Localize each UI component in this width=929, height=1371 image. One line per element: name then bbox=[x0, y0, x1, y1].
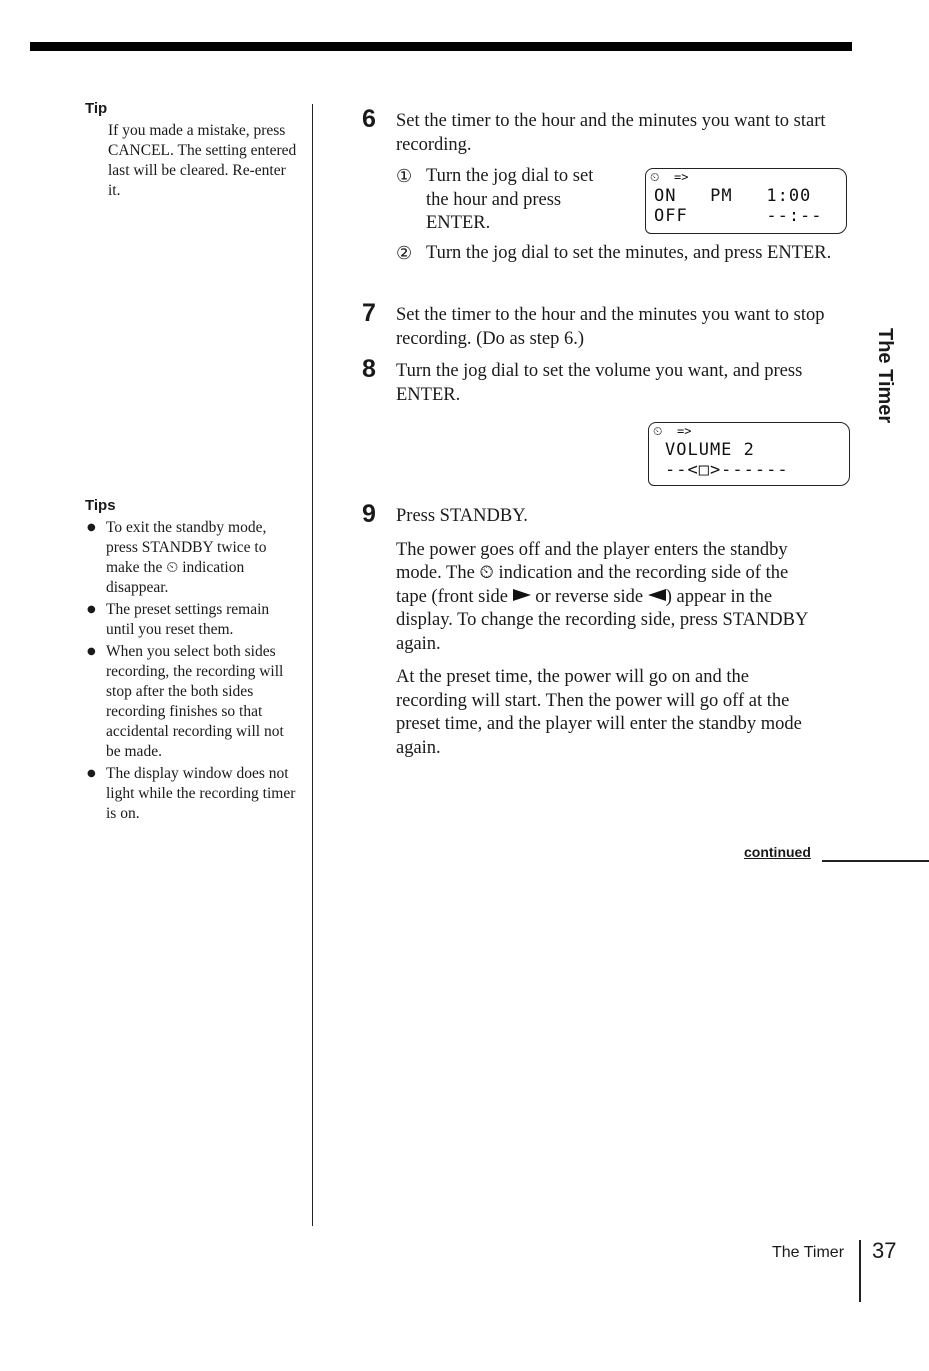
page-number: 37 bbox=[872, 1238, 897, 1263]
tips-box bbox=[85, 497, 300, 826]
tip-heading: Tip bbox=[85, 100, 108, 117]
substep-2 bbox=[396, 242, 846, 266]
substep-marker: ① bbox=[396, 166, 413, 187]
footer-section-title: The Timer bbox=[772, 1244, 845, 1261]
step-text: Set the timer to the hour and the minutes you want to stop recording. (Do as step 6.) bbox=[396, 305, 825, 349]
continued-rule bbox=[822, 860, 929, 862]
step-number: 7 bbox=[362, 299, 376, 327]
tips-heading: Tips bbox=[85, 497, 116, 514]
step-9-paragraph-2: At the preset time, the power will go on and the recording will start. Then the power will go off at the preset time, and the player will enter the standby mode again. bbox=[396, 667, 802, 758]
step-9 bbox=[362, 500, 822, 760]
continued-label: continued bbox=[744, 844, 811, 860]
record-arrow-icon: => bbox=[674, 170, 689, 184]
display-line: OFF --:-- bbox=[654, 206, 823, 226]
display-line: --<□>------ bbox=[665, 460, 789, 480]
front-side-icon bbox=[513, 589, 531, 601]
step-8 bbox=[362, 355, 852, 407]
list-item: ● The display window does not light while the recording timer is on. bbox=[87, 765, 296, 822]
timer-display bbox=[645, 168, 847, 234]
bullet-icon: ● bbox=[87, 604, 96, 615]
bullet-icon: ● bbox=[87, 768, 96, 779]
step-text: Turn the jog dial to set the volume you want, and press ENTER. bbox=[396, 361, 803, 405]
top-rule bbox=[30, 42, 852, 51]
substep-marker: ② bbox=[396, 242, 413, 264]
clock-icon: ⏲ bbox=[650, 170, 660, 184]
section-side-tab: The Timer bbox=[874, 328, 896, 424]
list-item: ● When you select both sides recording, the recording will stop after the both sides recording finishes so that accidental recording will not be made. bbox=[87, 643, 284, 760]
footer-divider bbox=[859, 1240, 861, 1302]
step-7 bbox=[362, 299, 852, 351]
tips-list bbox=[85, 518, 300, 824]
tip-text: If you made a mistake, press CANCEL. The setting entered last will be cleared. Re-enter it. bbox=[108, 122, 297, 199]
bullet-icon: ● bbox=[87, 646, 96, 657]
tip-box bbox=[85, 100, 300, 201]
step-number: 6 bbox=[362, 105, 376, 133]
volume-display bbox=[648, 422, 850, 486]
display-line: ON PM 1:00 bbox=[654, 186, 812, 206]
reverse-side-icon bbox=[648, 589, 666, 601]
column-divider bbox=[312, 104, 313, 1226]
display-line: VOLUME 2 bbox=[665, 440, 755, 460]
step-number: 9 bbox=[362, 500, 376, 528]
list-item: ● The preset settings remain until you reset them. bbox=[87, 601, 270, 638]
substep-text: Turn the jog dial to set the hour and press ENTER. bbox=[426, 166, 594, 233]
record-arrow-icon: => bbox=[677, 424, 692, 438]
step-text: Set the timer to the hour and the minutes you want to start recording. bbox=[396, 111, 826, 155]
step-number: 8 bbox=[362, 355, 376, 383]
substep-text: Turn the jog dial to set the minutes, and press ENTER. bbox=[426, 242, 832, 263]
bullet-icon: ● bbox=[87, 522, 96, 533]
step-9-paragraph-1: The power goes off and the player enters the standby mode. The ⏲ indication and the recording side of the tape (front side or reverse side ) appear in the display. To change the recording side, press STANDBY again. bbox=[396, 539, 808, 654]
list-item: ● To exit the standby mode, press STANDBY twice to make the ⏲ indication disappear. bbox=[87, 519, 267, 596]
substep-1 bbox=[396, 165, 601, 236]
step-text: Press STANDBY. bbox=[396, 506, 528, 526]
clock-icon: ⏲ bbox=[653, 424, 663, 438]
